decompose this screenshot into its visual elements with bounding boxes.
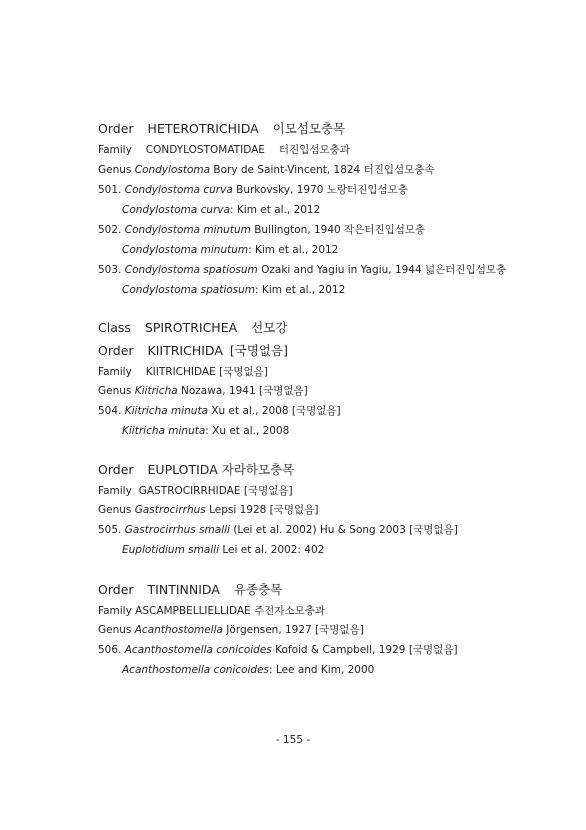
korean-name: [국명없음] [229,343,288,358]
genus-line [98,624,364,637]
page-number: - 155 - [275,734,311,746]
genus-line [98,164,435,177]
species-line [98,524,458,537]
taxon-name: GASTROCIRRHIDAE [138,485,241,497]
rank-label: Family [98,485,132,497]
taxon-name: EUPLOTIDA [147,462,218,477]
rank-label: Genus [98,624,132,636]
species-name: Kiitricha minuta [124,405,209,417]
genus-name: Acanthostomella [134,624,223,636]
family-line [98,485,293,498]
species-name: Acanthostomella conicoides [122,664,270,676]
rank-label: Genus [98,385,132,397]
reference: : Kim et al., 2012 [230,204,321,216]
rank-label: Order [98,462,134,477]
taxon-name: HETEROTRICHIDA [147,121,259,136]
species-number: 501. [98,184,122,196]
rank-label: Family [98,605,132,617]
authority: Jörgensen, 1927 [국명없음] [226,624,364,636]
species-name: Condylostoma spatiosum [124,264,258,276]
reference: : Kim et al., 2012 [248,244,339,256]
species-line [98,224,425,237]
authority: Kofoid & Campbell, 1929 [국명없음] [275,644,458,656]
genus-name: Kiitricha [134,385,178,397]
species-name: Acanthostomella conicoides [124,644,272,656]
species-number: 504. [98,405,122,417]
species-name: Condylostoma curva [122,204,231,216]
reference: Lei et al. 2002: 402 [222,544,325,556]
reference-line [122,204,320,217]
species-line [98,405,341,418]
reference-line [122,544,324,557]
korean-name: 이모섬모충목 [272,121,346,136]
korean-name: [국명없음] [219,366,268,378]
rank-label: Genus [98,504,132,516]
rank-label: Order [98,343,134,358]
rank-label: Class [98,320,131,335]
species-number: 505. [98,524,122,536]
korean-name: 자라하모충목 [221,462,295,477]
rank-label: Genus [98,164,132,176]
authority: Xu et al., 2008 [국명없음] [211,405,341,417]
reference: : Kim et al., 2012 [255,284,346,296]
authority: Ozaki and Yagiu in Yagiu, 1944 넓은터진입섬모충 [261,264,507,276]
species-number: 503. [98,264,122,276]
species-number: 506. [98,644,122,656]
order-heading [98,582,282,597]
order-heading [98,343,288,358]
genus-name: Condylostoma [134,164,211,176]
genus-name: Gastrocirrhus [134,504,206,516]
reference: : Xu et al., 2008 [205,425,290,437]
species-name: Kiitricha minuta [122,425,206,437]
taxon-name: SPIROTRICHEA [144,320,238,335]
family-line [98,605,325,618]
family-line [98,366,268,379]
authority: Lepsi 1928 [국명없음] [209,504,319,516]
reference-line [122,244,338,257]
reference: : Lee and Kim, 2000 [269,664,375,676]
korean-name: [국명없음] [243,485,293,497]
rank-label: Order [98,121,134,136]
taxon-name: ASCAMPBELLIELLIDAE [135,605,251,617]
genus-line [98,504,318,517]
rank-label: Order [98,582,134,597]
korean-name: 선모강 [251,320,288,335]
species-name: Condylostoma minutum [122,244,249,256]
reference-line [122,664,374,677]
korean-name: 유종충목 [233,582,283,597]
authority: Bullington, 1940 작은터진입섬모충 [254,224,426,236]
species-name: Condylostoma curva [124,184,233,196]
order-heading [98,462,294,477]
species-name: Condylostoma minutum [124,224,251,236]
species-line [98,644,458,657]
class-heading [98,320,287,335]
authority: Bory de Saint-Vincent, 1824 터진입섬모충속 [213,164,435,176]
authority: (Lei et al. 2002) Hu & Song 2003 [국명없음] [233,524,458,536]
species-name: Gastrocirrhus smalli [124,524,230,536]
species-name: Condylostoma spatiosum [122,284,256,296]
reference-line [122,425,289,438]
reference-line [122,284,345,297]
species-line [98,264,506,277]
korean-name: 터진입섬모충과 [278,144,350,156]
family-line [98,144,350,157]
taxon-name: KIITRICHIDA [147,343,223,358]
authority: Nozawa, 1941 [국명없음] [181,385,308,397]
taxon-name: KIITRICHIDAE [145,366,216,378]
species-line [98,184,408,197]
genus-line [98,385,308,398]
korean-name: 주전자소모충과 [254,605,326,617]
taxon-name: CONDYLOSTOMATIDAE [145,144,265,156]
order-heading [98,121,345,136]
authority: Burkovsky, 1970 노랑터진입섬모충 [236,184,408,196]
rank-label: Family [98,144,132,156]
species-number: 502. [98,224,122,236]
species-name: Euplotidium smalli [122,544,220,556]
rank-label: Family [98,366,132,378]
taxon-name: TINTINNIDA [147,582,220,597]
